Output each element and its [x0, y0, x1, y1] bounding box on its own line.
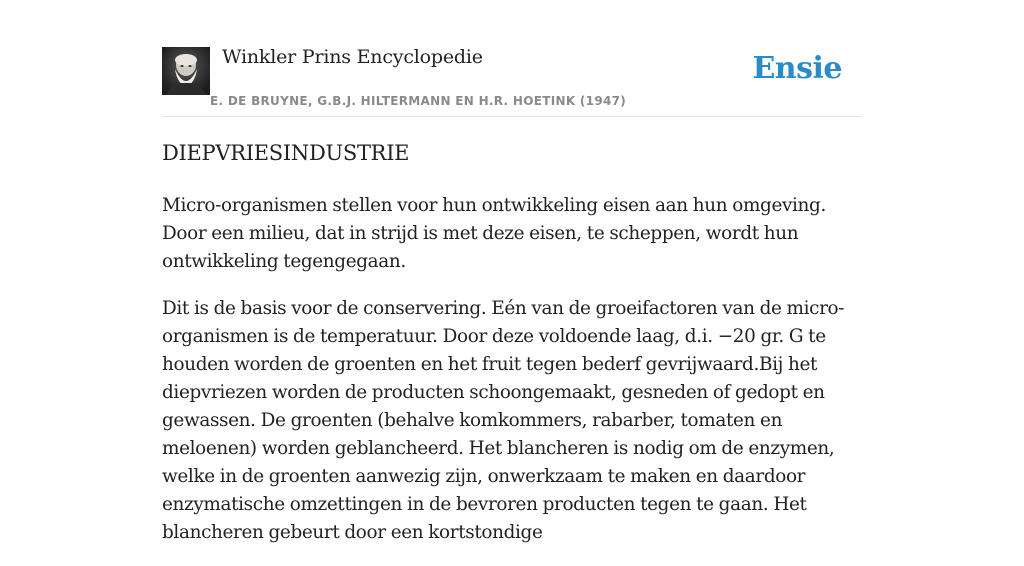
brand-logo[interactable]: Ensie — [752, 51, 842, 86]
portrait-icon — [162, 47, 210, 95]
publication-header — [162, 46, 862, 117]
article-title: DIEPVRIESINDUSTRIE — [162, 141, 410, 165]
publication-authors: E. DE BRUYNE, G.B.J. HILTERMANN EN H.R. HOETINK (1947) — [210, 94, 627, 108]
publication-title[interactable]: Winkler Prins Encyclopedie — [222, 46, 483, 68]
article-paragraph: Micro-organismen stellen voor hun ontwikkeling eisen aan hun omgeving. Door een milieu, dat in strijd is met deze eisen, te scheppen, wordt hun ontwikkeling tegengegaan. — [162, 195, 826, 272]
article-body — [162, 192, 866, 566]
article-paragraph: Dit is de basis voor de conservering. Eén van de groeifactoren van de micro-organismen is de temperatuur. Door deze voldoende laag, d.i. −20 gr. G te houden worden de groenten en het fruit tegen bederf gevrijwaard.Bij het diepvriezen worden de producten schoongemaakt, gesneden of gedopt en gewassen. De groenten (behalve komkommers, rabarber, tomaten en meloenen) worden geblancheerd. Het blancheren is nodig om de enzymen, welke in de groenten aanwezig zijn, onwerkzaam te maken en daardoor enzymatische omzettingen in de bevroren producten tegen te gaan. Het blancheren gebeurt door een kortstondige — [162, 298, 845, 543]
author-portrait-avatar[interactable] — [162, 47, 210, 95]
